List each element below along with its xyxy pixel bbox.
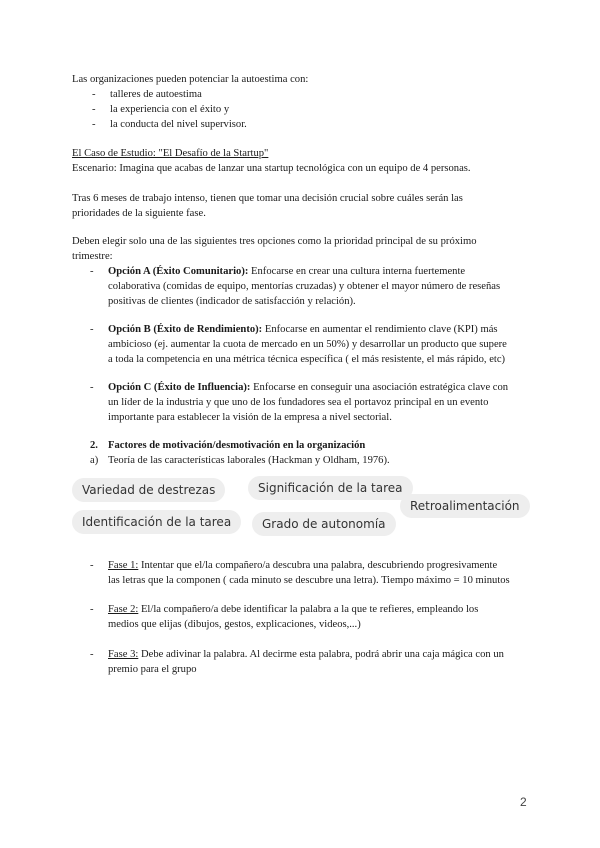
case-paragraph-1: Tras 6 meses de trabajo intenso, tienen que tomar una decisión crucial sobre cuáles serán las prioridades de la siguiente fase. <box>72 193 463 219</box>
option-c-label: Opción C (Éxito de Influencia): <box>108 382 251 393</box>
list-item: - la conducta del nivel supervisor. <box>92 119 247 130</box>
chip-identificacion: Identificación de la tarea <box>72 510 241 534</box>
section-subheading: a) Teoría de las características laborales (Hackman y Oldham, 1976). <box>90 455 390 466</box>
list-item: - la experiencia con el éxito y <box>92 104 230 115</box>
case-paragraph-2: Deben elegir solo una de las siguientes tres opciones como la prioridad principal de su próximo trimestre: <box>72 236 477 262</box>
intro-lead: Las organizaciones pueden potenciar la autoestima con: <box>72 74 309 85</box>
option-a-label: Opción A (Éxito Comunitario): <box>108 266 249 277</box>
case-title: El Caso de Estudio: "El Desafío de la Startup" <box>72 148 269 159</box>
option-a: - Opción A (Éxito Comunitario): Enfocarse en crear una cultura interna fuertemente colaborativa (comidas de equipo, mentorías cruzadas) y obtener el mayor número de reseñas positivas de clientes (indicador de satisfacción y relación). <box>90 266 501 307</box>
chip-autonomia: Grado de autonomía <box>252 512 396 536</box>
case-scenario: Escenario: Imagina que acabas de lanzar una startup tecnológica con un equipo de 4 personas. <box>72 163 471 174</box>
phase-2: - Fase 2: El/la compañero/a debe identificar la palabra a la que te refieres, empleando los medios que elijas (dibujos, gestos, explicaciones, videos,...) <box>90 604 479 630</box>
option-c: - Opción C (Éxito de Influencia): Enfocarse en conseguir una asociación estratégica clave con un líder de la industria y que uno de los fundadores sea el portavoz principal en un evento importante para establecer la visión de la empresa a nivel sectorial. <box>90 382 509 423</box>
section-heading: 2. Factores de motivación/desmotivación en la organización <box>90 440 366 451</box>
option-b: - Opción B (Éxito de Rendimiento): Enfocarse en aumentar el rendimiento clave (KPI) más ambicioso (ej. aumentar la cuota de mercado en un 50%) y desarrollar un producto que supere a toda la competencia en una métrica técnica específica ( el más resistente, el más rápido, etc) <box>90 324 507 365</box>
intro-list <box>72 87 247 132</box>
phase-1: - Fase 1: Intentar que el/la compañero/a descubra una palabra, descubriendo progresivamente las letras que la componen ( cada minuto se descubre una letra). Tiempo máximo = 10 minutos <box>90 560 510 586</box>
list-item: - talleres de autoestima <box>92 89 202 100</box>
phase-2-label: Fase 2: <box>108 604 139 615</box>
chip-retroalimentacion: Retroalimentación <box>400 494 530 518</box>
option-b-label: Opción B (Éxito de Rendimiento): <box>108 324 263 335</box>
page-number: 2 <box>520 795 527 809</box>
phase-3: - Fase 3: Debe adivinar la palabra. Al decirme esta palabra, podrá abrir una caja mágica con un premio para el grupo <box>90 649 504 675</box>
phase-3-label: Fase 3: <box>108 649 139 660</box>
chip-significacion: Significación de la tarea <box>248 476 413 500</box>
phase-1-label: Fase 1: <box>108 560 139 571</box>
chip-variedad: Variedad de destrezas <box>72 478 225 502</box>
